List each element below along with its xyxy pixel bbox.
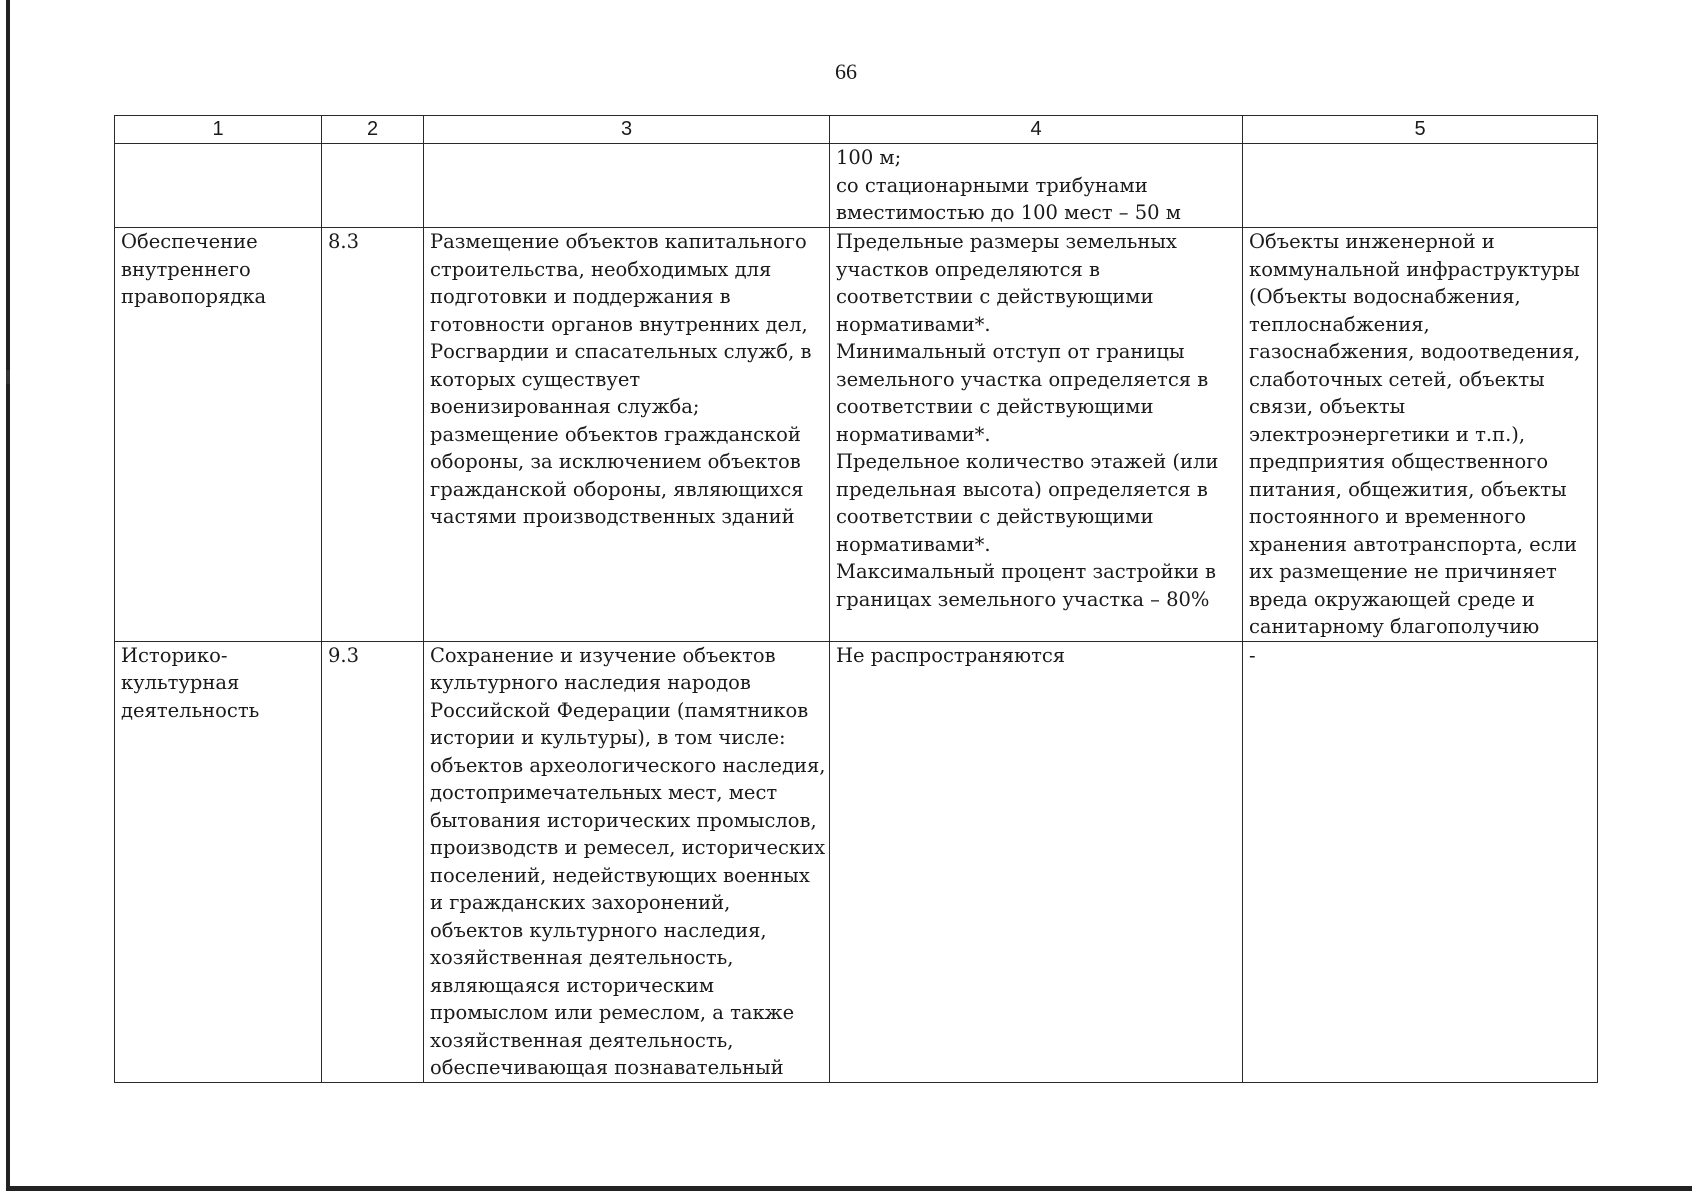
text-line: Обеспечение — [121, 230, 258, 253]
cell-auxiliary — [1243, 641, 1598, 1082]
text-line: которых существует — [430, 367, 641, 391]
text-line: культурного наследия народов — [430, 671, 751, 694]
text-line: питания, общежития, объекты — [1249, 477, 1567, 501]
cell-parameters — [830, 228, 1243, 642]
scan-border-bottom — [6, 1186, 1692, 1191]
text-line: предельная высота) определяется в — [836, 477, 1208, 501]
text-line: размещение объектов гражданской — [430, 422, 801, 446]
text-line: коммунальной инфраструктуры — [1249, 257, 1580, 281]
text-line: Минимальный отступ от границы — [836, 340, 1185, 363]
text-line: соответствии с действующими — [836, 285, 1154, 308]
text-line: истории и культуры), в том числе: — [430, 726, 786, 749]
zoning-table — [114, 115, 1598, 1083]
text-line: слаботочных сетей, объекты — [1249, 367, 1545, 391]
table-row — [115, 641, 1598, 1082]
text-line: Предельное количество этажей (или — [836, 450, 1219, 473]
text-line: достопримечательных мест, мест — [430, 781, 778, 804]
text-line: обеспечивающая познавательный — [430, 1056, 784, 1079]
table-row-continued — [115, 144, 1598, 228]
cell-name — [115, 144, 322, 228]
text-line: нормативами*. — [836, 312, 991, 336]
cell-code: 8.3 — [322, 228, 424, 642]
cell-description — [424, 228, 830, 642]
text-line: нормативами*. — [836, 532, 991, 556]
text-line: - — [1249, 643, 1256, 667]
text-line: Предельные размеры земельных — [836, 230, 1177, 253]
text-line: внутреннего — [121, 257, 251, 281]
text-line: правопорядка — [121, 285, 267, 308]
text-line: хранения автотранспорта, если — [1249, 532, 1577, 556]
text-line: (Объекты водоснабжения, — [1249, 285, 1521, 308]
text-line: Сохранение и изучение объектов — [430, 643, 776, 667]
text-line: Объекты инженерной и — [1249, 230, 1495, 253]
text-line: бытования исторических промыслов, — [430, 808, 817, 832]
cell-auxiliary — [1243, 144, 1598, 228]
text-line: Размещение объектов капитального — [430, 230, 807, 253]
text-line: 100 м; — [836, 146, 902, 169]
text-line: объектов археологического наследия, — [430, 753, 826, 777]
text-line: Росгвардии и спасательных служб, в — [430, 340, 812, 363]
column-header-5: 5 — [1243, 116, 1598, 144]
text-line: предприятия общественного — [1249, 450, 1549, 473]
text-line: их размещение не причиняет — [1249, 560, 1557, 583]
cell-name — [115, 641, 322, 1082]
text-line: являющаяся историческим — [430, 973, 715, 997]
text-line: соответствии с действующими — [836, 505, 1154, 528]
text-line: земельного участка определяется в — [836, 367, 1209, 391]
cell-auxiliary — [1243, 228, 1598, 642]
text-line: деятельность — [121, 698, 260, 722]
text-line: со стационарными трибунами — [836, 173, 1148, 197]
text-line: Российской Федерации (памятников — [430, 698, 809, 722]
cell-parameters — [830, 144, 1243, 228]
page-number: 66 — [835, 59, 857, 84]
text-line: производств и ремесел, исторических — [430, 836, 826, 859]
text-line: постоянного и временного — [1249, 505, 1526, 528]
text-line: промыслом или ремеслом, а также — [430, 1001, 795, 1024]
text-line: объектов культурного наследия, — [430, 918, 767, 942]
text-line: Историко- — [121, 643, 228, 667]
table-row — [115, 228, 1598, 642]
text-line: теплоснабжения, — [1249, 312, 1430, 336]
column-header-2: 2 — [322, 116, 424, 144]
text-line: обороны, за исключением объектов — [430, 450, 801, 473]
text-line: военизированная служба; — [430, 395, 700, 418]
column-header-4: 4 — [830, 116, 1243, 144]
text-line: хозяйственная деятельность, — [430, 946, 734, 969]
text-line: газоснабжения, водоотведения, — [1249, 340, 1581, 363]
cell-description — [424, 144, 830, 228]
text-line: связи, объекты — [1249, 395, 1406, 418]
text-line: и гражданских захоронений, — [430, 891, 731, 914]
text-line: электроэнергетики и т.п.), — [1249, 422, 1526, 446]
text-line: границах земельного участка – 80% — [836, 587, 1210, 611]
cell-code — [322, 144, 424, 228]
text-line: Максимальный процент застройки в — [836, 560, 1217, 583]
text-line: строительства, необходимых для — [430, 257, 772, 281]
column-header-3: 3 — [424, 116, 830, 144]
cell-parameters — [830, 641, 1243, 1082]
cell-code: 9.3 — [322, 641, 424, 1082]
text-line: гражданской обороны, являющихся — [430, 477, 804, 501]
text-line: частями производственных зданий — [430, 505, 795, 528]
text-line: культурная — [121, 671, 240, 694]
text-line: хозяйственная деятельность, — [430, 1028, 734, 1052]
text-line: вреда окружающей среде и — [1249, 587, 1535, 611]
table-header-row — [115, 116, 1598, 144]
text-line: соответствии с действующими — [836, 395, 1154, 418]
text-line: Не распространяются — [836, 643, 1066, 667]
column-header-1: 1 — [115, 116, 322, 144]
scan-border-left — [6, 0, 10, 1190]
text-line: поселений, недействующих военных — [430, 863, 810, 887]
text-line: нормативами*. — [836, 422, 991, 446]
scan-mark — [6, 370, 10, 384]
text-line: участков определяются в — [836, 257, 1100, 281]
text-line: вместимостью до 100 мест – 50 м — [836, 201, 1181, 224]
text-line: готовности органов внутренних дел, — [430, 312, 808, 336]
text-line: подготовки и поддержания в — [430, 285, 731, 308]
text-line: санитарному благополучию — [1249, 615, 1540, 638]
cell-name — [115, 228, 322, 642]
cell-description — [424, 641, 830, 1082]
